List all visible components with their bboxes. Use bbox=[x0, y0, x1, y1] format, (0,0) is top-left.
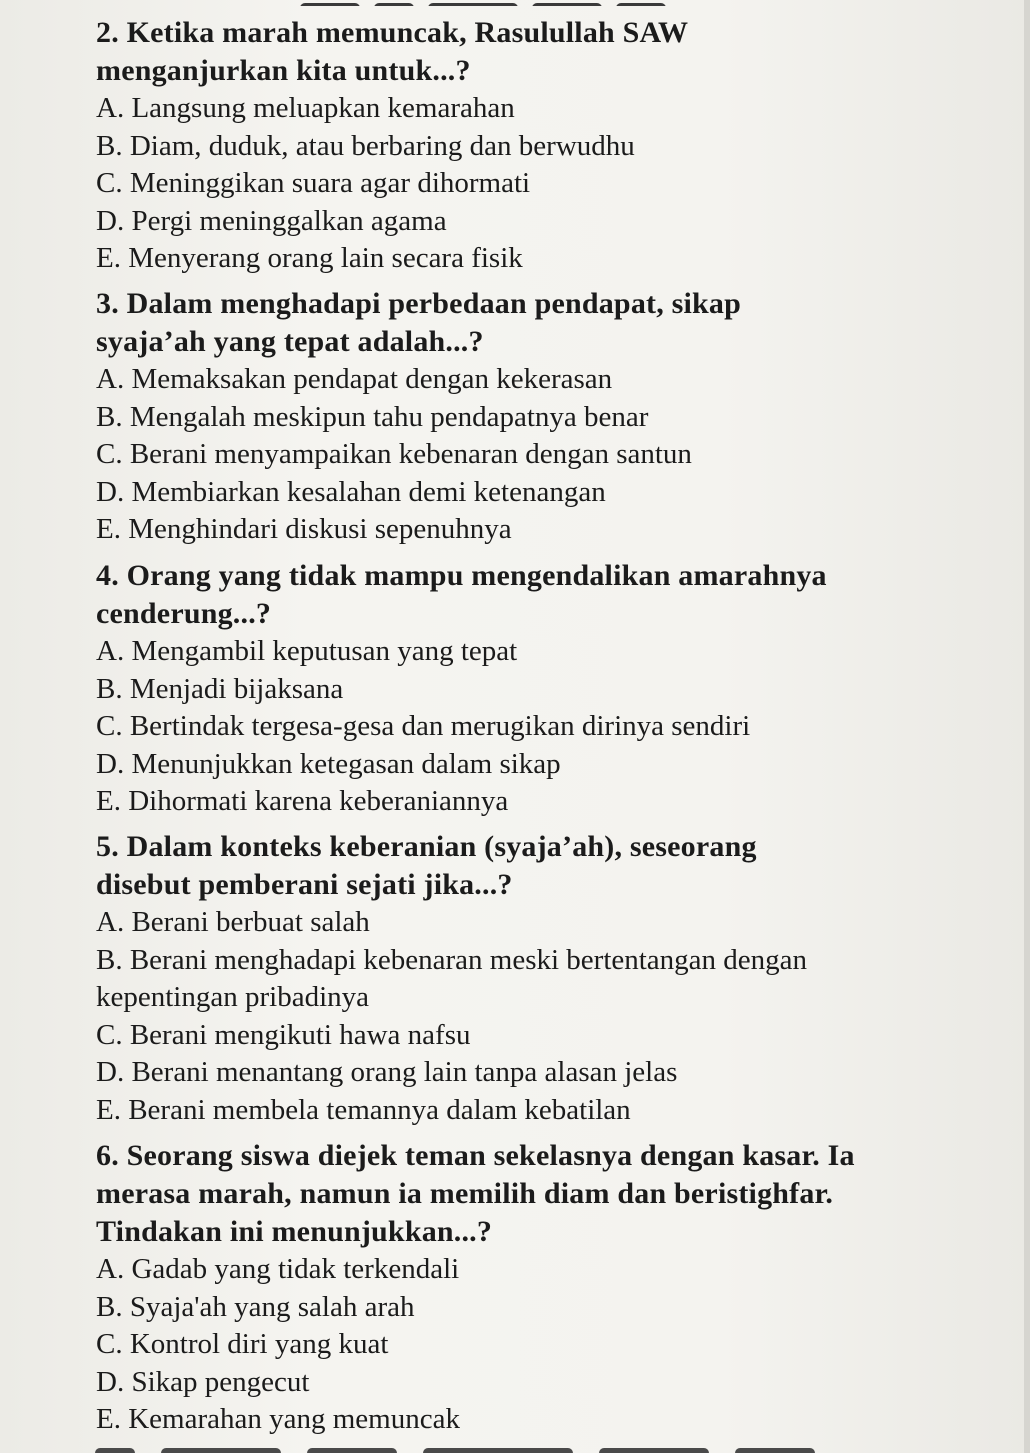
option-c[interactable]: C. Berani mengikuti hawa nafsu bbox=[96, 1018, 471, 1051]
question-line-1: Seorang siswa diejek teman sekelasnya dengan kasar. Ia bbox=[126, 1139, 855, 1172]
cropped-text-bottom bbox=[95, 1443, 855, 1453]
question-line-3: Tindakan ini menunjukkan...? bbox=[96, 1215, 493, 1248]
question-text bbox=[96, 828, 996, 904]
question-6 bbox=[96, 1137, 996, 1439]
option-e[interactable]: E. Menghindari diskusi sepenuhnya bbox=[96, 513, 512, 545]
question-number: 6. bbox=[96, 1139, 119, 1172]
option-b[interactable]: B. Menjadi bijaksana bbox=[96, 672, 344, 705]
option-b[interactable]: B. Syaja'ah yang salah arah bbox=[96, 1290, 415, 1323]
question-text bbox=[96, 557, 996, 633]
option-c[interactable]: C. Bertindak tergesa-gesa dan merugikan dirinya sendiri bbox=[96, 710, 751, 742]
option-a[interactable]: A. Memaksakan pendapat dengan kekerasan bbox=[96, 363, 613, 395]
options-list bbox=[96, 90, 996, 278]
question-line-2: menganjurkan kita untuk...? bbox=[96, 54, 471, 87]
question-line-2: disebut pemberani sejati jika...? bbox=[96, 868, 513, 901]
question-line-1: Orang yang tidak mampu mengendalikan amarahnya bbox=[126, 559, 827, 592]
question-number: 2. bbox=[96, 16, 119, 49]
options-list bbox=[96, 904, 996, 1129]
option-a[interactable]: A. Langsung meluapkan kemarahan bbox=[96, 92, 515, 124]
question-2 bbox=[96, 14, 996, 278]
option-d[interactable]: D. Pergi meninggalkan agama bbox=[96, 204, 447, 237]
option-d[interactable]: D. Berani menantang orang lain tanpa alasan jelas bbox=[96, 1056, 678, 1088]
question-line-2: cenderung...? bbox=[96, 597, 272, 630]
option-b[interactable]: B. Mengalah meskipun tahu pendapatnya benar bbox=[96, 400, 649, 433]
option-c[interactable]: C. Meninggikan suara agar dihormati bbox=[96, 167, 531, 199]
option-b[interactable]: B. Berani menghadapi kebenaran meski bertentangan dengan bbox=[96, 943, 808, 976]
option-d[interactable]: D. Membiarkan kesalahan demi ketenangan bbox=[96, 475, 606, 508]
question-line-1: Ketika marah memuncak, Rasulullah SAW bbox=[126, 16, 689, 49]
question-5 bbox=[96, 828, 996, 1129]
options-list bbox=[96, 361, 996, 549]
option-d[interactable]: D. Sikap pengecut bbox=[96, 1365, 310, 1398]
options-list bbox=[96, 633, 996, 821]
option-a[interactable]: A. Mengambil keputusan yang tepat bbox=[96, 635, 518, 667]
option-b[interactable]: B. Diam, duduk, atau berbaring dan berwudhu bbox=[96, 129, 635, 162]
question-text bbox=[96, 285, 996, 361]
option-c[interactable]: C. Kontrol diri yang kuat bbox=[96, 1328, 389, 1360]
question-line-2: merasa marah, namun ia memilih diam dan beristighfar. bbox=[96, 1177, 834, 1210]
question-4 bbox=[96, 557, 996, 821]
option-b-continued[interactable]: kepentingan pribadinya bbox=[96, 981, 369, 1013]
option-e[interactable]: E. Kemarahan yang memuncak bbox=[96, 1403, 460, 1435]
question-number: 3. bbox=[96, 287, 119, 320]
option-e[interactable]: E. Berani membela temannya dalam kebatilan bbox=[96, 1093, 631, 1126]
question-line-1: Dalam konteks keberanian (syaja’ah), seseorang bbox=[126, 830, 757, 863]
option-e[interactable]: E. Menyerang orang lain secara fisik bbox=[96, 242, 523, 274]
option-a[interactable]: A. Gadab yang tidak terkendali bbox=[96, 1253, 460, 1285]
question-number: 4. bbox=[96, 559, 119, 592]
question-number: 5. bbox=[96, 830, 119, 863]
question-line-2: syaja’ah yang tepat adalah...? bbox=[96, 325, 484, 358]
option-a[interactable]: A. Berani berbuat salah bbox=[96, 906, 370, 938]
question-text bbox=[96, 1137, 996, 1251]
option-e[interactable]: E. Dihormati karena keberaniannya bbox=[96, 785, 509, 817]
option-d[interactable]: D. Menunjukkan ketegasan dalam sikap bbox=[96, 747, 561, 780]
cropped-text-top bbox=[300, 0, 720, 6]
page-edge-shadow bbox=[1024, 0, 1030, 1453]
options-list bbox=[96, 1251, 996, 1439]
option-c[interactable]: C. Berani menyampaikan kebenaran dengan santun bbox=[96, 438, 692, 470]
question-3 bbox=[96, 285, 996, 549]
question-line-1: Dalam menghadapi perbedaan pendapat, sikap bbox=[126, 287, 741, 320]
question-text bbox=[96, 14, 996, 90]
